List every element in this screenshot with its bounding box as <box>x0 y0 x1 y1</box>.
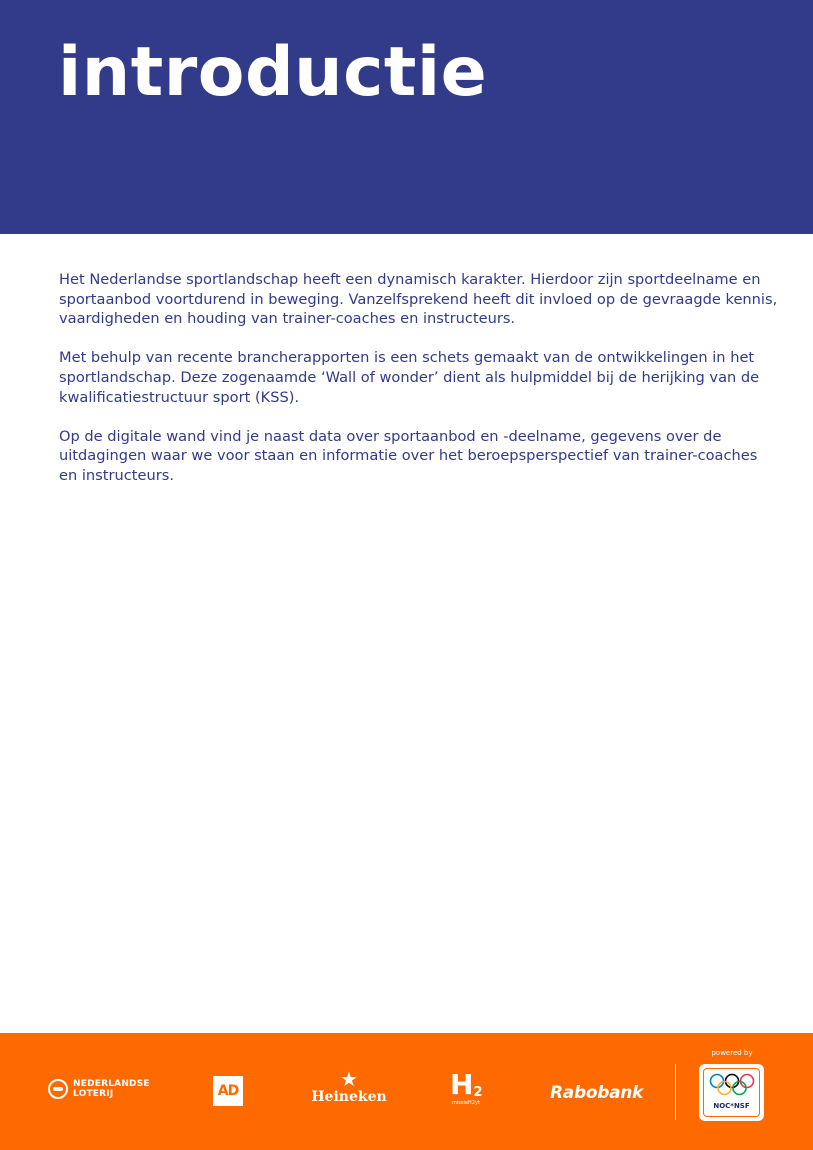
star-icon: ★ <box>340 1067 358 1091</box>
heineken-text: Heineken <box>311 1089 387 1105</box>
nederlandse-loterij-logo <box>48 1079 150 1099</box>
h2-sub: 2 <box>473 1085 483 1100</box>
noc-nsf-text: NOC*NSF <box>713 1102 750 1110</box>
noc-nsf-logo <box>699 1064 764 1121</box>
h2-main: H <box>450 1068 474 1101</box>
paragraph-2: Met behulp van recente brancherapporten is een schets gemaakt van de ontwikkelingen in het sportlandschap. Deze zogenaamde ‘Wall of wonder’ dient als hulpmiddel bij de herijking van de kwalificatiestructuur sport (KSS). <box>59 349 760 406</box>
rabobank-logo: Rabobank <box>550 1083 644 1103</box>
paragraph-3: Op de digitale wand vind je naast data over sportaanbod en -deelname, gegevens over de uitdagingen waar we voor staan en informatie over het beroepsperspectief van trainer-coaches en instructeurs. <box>59 427 758 484</box>
header-banner <box>0 0 813 234</box>
footer-divider <box>675 1064 676 1120</box>
heineken-logo <box>311 1069 387 1105</box>
lotterij-line2: LOTERIJ <box>73 1089 114 1099</box>
page-title: introductie <box>58 33 488 112</box>
lotterij-line1: NEDERLANDSE <box>73 1079 150 1089</box>
h2-small: missieH2yt <box>452 1100 480 1106</box>
olympic-rings-icon <box>708 1072 756 1098</box>
ad-logo: AD <box>213 1076 243 1106</box>
paragraph-1: Het Nederlandse sportlandschap heeft een dynamisch karakter. Hierdoor zijn sportdeelname en sportaanbod voortdurend in beweging. Vanzelfsprekend heeft dit invloed op de gevraagde kennis, vaardigheden en houding van trainer-coaches en instructeurs. <box>59 271 778 328</box>
sponsor-footer <box>0 1033 813 1150</box>
intro-text <box>59 270 779 505</box>
missie-h2-logo <box>450 1068 490 1106</box>
lotterij-logo-icon <box>48 1079 68 1099</box>
powered-by-label: powered by <box>711 1049 753 1057</box>
